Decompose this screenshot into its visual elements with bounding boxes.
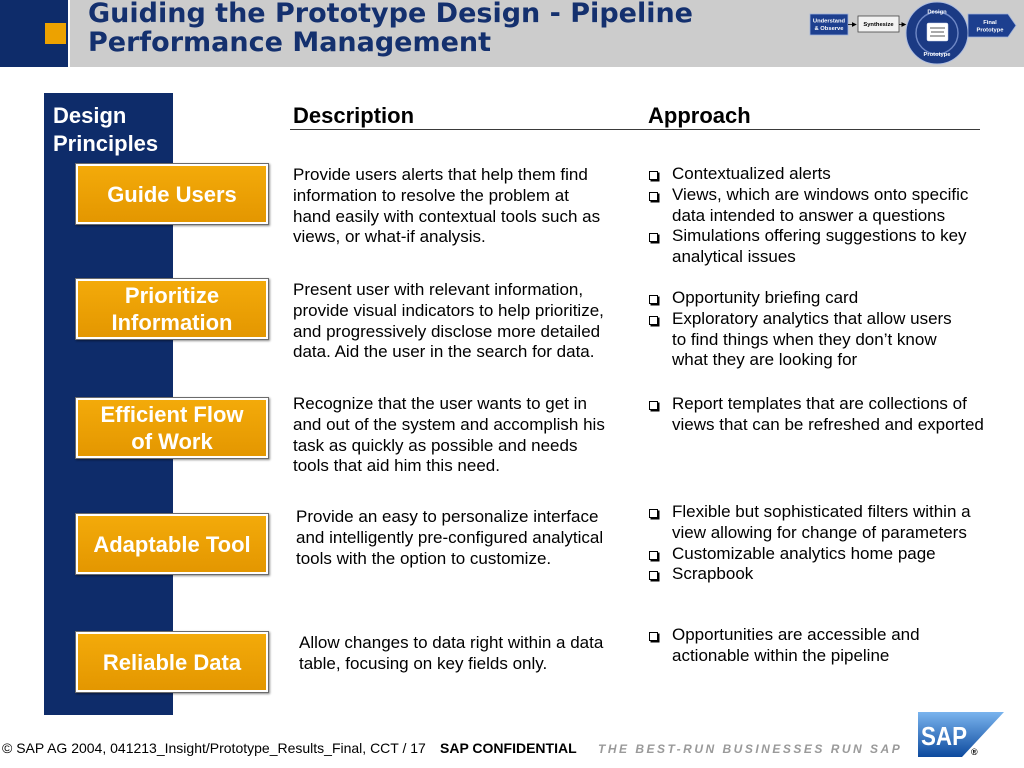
sap-logo-text: SAP: [921, 721, 967, 751]
square-bullet-icon: [648, 226, 672, 247]
square-bullet-icon: [648, 564, 672, 585]
square-bullet-icon: [648, 288, 672, 309]
approach-item-text: Views, which are windows onto specific data intended to answer a questions: [672, 184, 969, 225]
approach-item: [648, 564, 971, 585]
final-prototype-label: Final: [983, 20, 997, 26]
approach-item-text: Simulations offering suggestions to key analytical issues: [672, 226, 967, 267]
square-bullet-icon: [648, 309, 672, 330]
approach-item-text: Opportunity briefing card: [672, 288, 859, 307]
principle-label-prioritize-information: Prioritize Information: [75, 278, 269, 340]
square-bullet-icon: [648, 625, 672, 646]
approach-list: [648, 164, 968, 268]
footer-tagline: THE BEST-RUN BUSINESSES RUN SAP: [598, 742, 903, 756]
principle-description: Provide users alerts that help them find information to resolve the problem at hand easily with contextual tools such as views, or what-if analysis.: [293, 165, 601, 247]
approach-item-text: Opportunities are accessible and actionable within the pipeline: [672, 625, 920, 665]
approach-list: [648, 625, 920, 667]
approach-item: [648, 288, 952, 309]
approach-item-text: Scrapbook: [672, 564, 754, 584]
principle-description: Provide an easy to personalize interface and intelligently pre-configured analytical tools with the option to customize.: [296, 507, 604, 568]
approach-list: [648, 394, 984, 436]
column-header-description: Description: [293, 103, 415, 128]
footer-copyright: © SAP AG 2004, 041213_Insight/Prototype_Results_Final, CCT / 17: [2, 740, 426, 756]
principle-label-reliable-data: Reliable Data: [75, 631, 269, 693]
page-title: Guiding the Prototype Design - Pipeline Performance Management: [88, 0, 693, 58]
footer-confidential: SAP CONFIDENTIAL: [440, 740, 577, 756]
sap-logo: [915, 708, 1015, 762]
square-bullet-icon: [648, 394, 672, 415]
square-bullet-icon: [648, 185, 672, 206]
sidebar-title: Design Principles: [53, 103, 159, 156]
principle-description: Recognize that the user wants to get in and out of the system and accomplish his task as quickly as possible and needs tools that aid him this need.: [293, 394, 605, 476]
principle-label-adaptable-tool: Adaptable Tool: [75, 513, 269, 575]
approach-item: [648, 625, 920, 667]
approach-item: [648, 544, 971, 565]
approach-item: [648, 309, 952, 371]
approach-item: [648, 226, 968, 268]
approach-item-text: Flexible but sophisticated filters within a view allowing for change of parameters: [672, 502, 971, 542]
process-diagram: [800, 0, 1024, 67]
square-bullet-icon: [648, 502, 672, 523]
approach-item-text: Report templates that are collections of views that can be refreshed and exported: [672, 394, 984, 434]
registered-mark: ®: [971, 747, 978, 757]
prototype-label: Prototype: [923, 52, 951, 58]
principle-label-efficient-flow: Efficient Flow of Work: [75, 397, 269, 459]
synthesize-label: Synthesize: [863, 22, 894, 29]
square-bullet-icon: [648, 544, 672, 565]
design-label: Design: [927, 9, 947, 16]
approach-item: [648, 394, 984, 436]
approach-item-text: Contextualized alerts: [672, 164, 831, 183]
principle-label-guide-users: Guide Users: [75, 163, 269, 225]
approach-item: [648, 164, 968, 185]
approach-item: [648, 502, 971, 544]
approach-list: [648, 288, 952, 371]
principle-description: Present user with relevant information, provide visual indicators to help prioritize, and progressively disclose more detailed data. Aid the user in the search for data.: [293, 280, 604, 362]
approach-item: [648, 185, 968, 227]
square-bullet-icon: [648, 164, 672, 185]
understand-observe-label-2: & Observe: [814, 26, 844, 32]
approach-item-text: Customizable analytics home page: [672, 543, 936, 563]
approach-list: [648, 502, 971, 585]
corner-accent-square: [45, 23, 66, 44]
column-header-approach: Approach: [648, 103, 751, 128]
principle-description: Allow changes to data right within a data table, focusing on key fields only.: [299, 633, 604, 673]
header-divider: [290, 129, 980, 130]
final-prototype-label-2: Prototype: [976, 27, 1004, 34]
approach-item-text: Exploratory analytics that allow users to find things when they don’t know what they are looking for: [672, 308, 952, 370]
understand-observe-label: Understand: [812, 18, 846, 25]
